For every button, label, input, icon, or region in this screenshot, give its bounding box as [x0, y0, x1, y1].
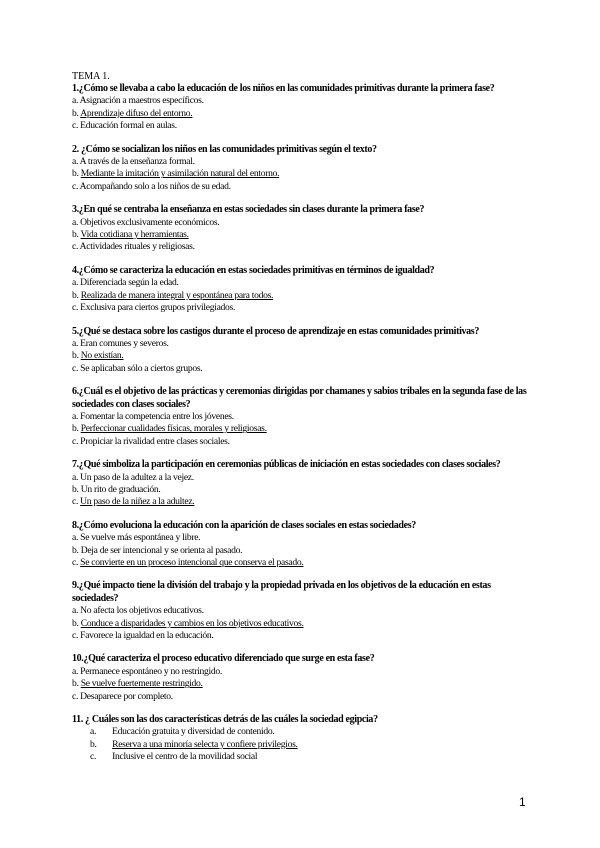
answer-option-correct	[72, 290, 532, 302]
answer-option	[72, 472, 532, 484]
answer-option	[72, 726, 532, 738]
question-text: 6.¿Cuál es el objetivo de las prácticas y ceremonias dirigidas por chamanes y sabios tribales en la segunda fase de las sociedades con clases sociales?	[72, 386, 527, 410]
option-letter: b.	[72, 423, 79, 435]
question-text: 11. ¿ Cuáles son las dos características detrás de las cuáles la sociedad egipcia?	[72, 714, 378, 726]
option-letter: a.	[72, 532, 79, 544]
question-block	[72, 386, 532, 448]
option-text: Reserva a una minoría selecta y confiere privilegios.	[112, 738, 298, 750]
option-text: Exclusiva para ciertos grupos privilegiados.	[80, 302, 236, 314]
option-text: Se aplicaban sólo a ciertos grupos.	[80, 362, 203, 374]
question-text: 7.¿Qué simboliza la participación en ceremonias públicas de iniciación en estas sociedades con clases sociales?	[72, 459, 501, 471]
page-number: 1	[519, 795, 526, 809]
option-letter: b.	[90, 738, 97, 750]
question-text: 10.¿Qué caracteriza el proceso educativo diferenciado que surge en esta fase?	[72, 653, 375, 665]
option-letter: b.	[72, 617, 79, 629]
option-letter: c.	[72, 362, 79, 374]
answer-option	[72, 691, 532, 703]
option-letter: b.	[72, 544, 79, 556]
option-text: Mediante la imitación y asimilación natural del entorno.	[80, 168, 280, 180]
question-text: 9.¿Qué impacto tiene la división del trabajo y la propiedad privada en los objetivos de la educación en estas sociedades?	[72, 580, 491, 604]
answer-option	[72, 302, 532, 314]
option-text: Objetivos exclusivamente económicos.	[80, 216, 220, 228]
answer-option-correct	[72, 557, 532, 569]
option-text: Permanece espontáneo y no restringido.	[80, 665, 222, 677]
answer-option	[72, 545, 532, 557]
option-letter: c.	[72, 496, 79, 508]
option-text: Educación gratuita y diversidad de contenido.	[112, 726, 275, 738]
question-block	[72, 204, 532, 254]
option-letter: a.	[72, 410, 79, 422]
answer-option-correct	[72, 678, 532, 690]
answer-option	[72, 532, 532, 544]
answer-option	[72, 630, 532, 642]
option-text: Perfeccionar cualidades físicas, morales y religiosas.	[80, 423, 267, 435]
question-list	[72, 83, 532, 764]
option-text: Fomentar la competencia entre los jóvenes.	[80, 410, 234, 422]
option-letter: a.	[72, 95, 79, 107]
answer-option-correct	[72, 229, 532, 241]
question-text: 3.¿En qué se centraba la enseñanza en estas sociedades sin clases durante la primera fase?	[72, 204, 425, 216]
option-letter: c.	[72, 630, 79, 642]
option-text: Un paso de la adultez a la vejez.	[80, 471, 194, 483]
question-block	[72, 653, 532, 703]
answer-option-correct	[72, 108, 532, 120]
option-text: A través de la enseñanza formal.	[79, 156, 195, 168]
answer-option	[72, 95, 532, 107]
answer-option	[72, 751, 532, 763]
answer-option	[72, 436, 532, 448]
option-text: No afecta los objetivos educativos.	[80, 605, 204, 617]
answer-option-correct	[72, 350, 532, 362]
option-text: Se convierte en un proceso intencional que conserva el pasado.	[80, 557, 304, 568]
option-letter: b.	[72, 168, 79, 180]
option-letter: a.	[72, 605, 79, 617]
option-text: Eran comunes y severos.	[80, 337, 169, 349]
option-letter: a.	[72, 471, 79, 483]
question-block	[72, 580, 532, 642]
question-block	[72, 714, 532, 764]
answer-option-correct	[72, 496, 532, 508]
option-text: Inclusive el centro de la movilidad social	[112, 751, 258, 763]
question-block	[72, 144, 532, 194]
answer-option	[72, 156, 532, 168]
answer-option	[72, 363, 532, 375]
question-text: 4.¿Cómo se caracteriza la educación en estas sociedades primitivas en términos de igualdad?	[72, 264, 435, 276]
answer-option	[72, 277, 532, 289]
question-block	[72, 265, 532, 315]
option-letter: b.	[72, 289, 79, 301]
option-letter: c.	[90, 751, 97, 763]
question-text: 5.¿Qué se destaca sobre los castigos durante el proceso de aprendizaje en estas comunidades primitivas?	[72, 325, 479, 337]
option-letter: c.	[72, 435, 79, 447]
option-letter: b.	[72, 350, 79, 362]
document-body	[72, 70, 532, 775]
option-letter: c.	[72, 120, 79, 132]
option-letter: b.	[72, 229, 79, 241]
option-letter: b.	[72, 483, 79, 495]
answer-option-correct	[72, 168, 532, 180]
document-title: TEMA 1.	[72, 71, 110, 82]
answer-option	[72, 338, 532, 350]
answer-option-correct	[72, 618, 532, 630]
option-letter: b.	[72, 107, 79, 119]
question-block	[72, 520, 532, 570]
question-text: 8.¿Cómo evoluciona la educación con la aparición de clases sociales en estas sociedades?	[72, 519, 416, 531]
option-letter: a.	[72, 277, 79, 289]
answer-option	[72, 120, 532, 132]
option-text: Acompañando solo a los niños de su edad.	[79, 180, 231, 192]
option-text: Propiciar la rivalidad entre clases sociales.	[80, 435, 230, 447]
option-text: Deja de ser intencional y se orienta al pasado.	[80, 544, 243, 556]
option-text: Conduce a disparidades y cambios en los objetivos educativos.	[80, 617, 304, 629]
answer-option	[72, 217, 532, 229]
answer-option	[72, 181, 532, 193]
option-letter: c.	[72, 241, 79, 253]
option-text: Vida cotidiana y herramientas.	[80, 229, 189, 241]
option-text: Un paso de la niñez a la adultez.	[80, 496, 195, 508]
option-letter: a.	[72, 216, 79, 228]
option-text: Se vuelve fuertemente restringido.	[80, 678, 203, 690]
option-letter: a.	[90, 726, 97, 738]
option-text: Realizada de manera integral y espontánea para todos.	[80, 289, 274, 301]
question-text: 1.¿Cómo se llevaba a cabo la educación de los niños en las comunidades primitivas durante la primera fase?	[72, 83, 495, 94]
option-letter: b.	[72, 678, 79, 690]
option-text: No existían.	[80, 350, 124, 362]
option-text: Aprendizaje difuso del entorno.	[80, 107, 193, 119]
option-text: Favorece la igualdad en la educación.	[80, 630, 214, 642]
answer-option-correct	[72, 739, 532, 751]
option-text: Un rito de graduación.	[80, 483, 161, 495]
option-letter: a.	[72, 665, 79, 677]
option-letter: c.	[72, 302, 79, 314]
question-block	[72, 83, 532, 133]
question-block	[72, 459, 532, 509]
answer-option	[72, 605, 532, 617]
option-text: Desaparece por completo.	[80, 690, 173, 702]
question-text: 2. ¿Cómo se socializan los niños en las comunidades primitivas según el texto?	[72, 143, 377, 155]
answer-option	[72, 666, 532, 678]
option-letter: a.	[72, 337, 79, 349]
option-text: Asignación a maestros específicos.	[79, 95, 204, 107]
option-text: Educación formal en aulas.	[80, 120, 177, 132]
answer-option	[72, 241, 532, 253]
option-text: Se vuelve más espontánea y libre.	[80, 532, 201, 544]
option-text: Diferenciada según la edad.	[80, 277, 179, 289]
answer-option	[72, 411, 532, 423]
answer-option-correct	[72, 423, 532, 435]
option-letter: c.	[72, 557, 79, 568]
option-letter: c.	[72, 180, 79, 192]
option-letter: c.	[72, 690, 79, 702]
question-block	[72, 326, 532, 376]
answer-option	[72, 484, 532, 496]
option-letter: a.	[72, 156, 79, 168]
option-text: Actividades rituales y religiosas.	[79, 241, 195, 253]
